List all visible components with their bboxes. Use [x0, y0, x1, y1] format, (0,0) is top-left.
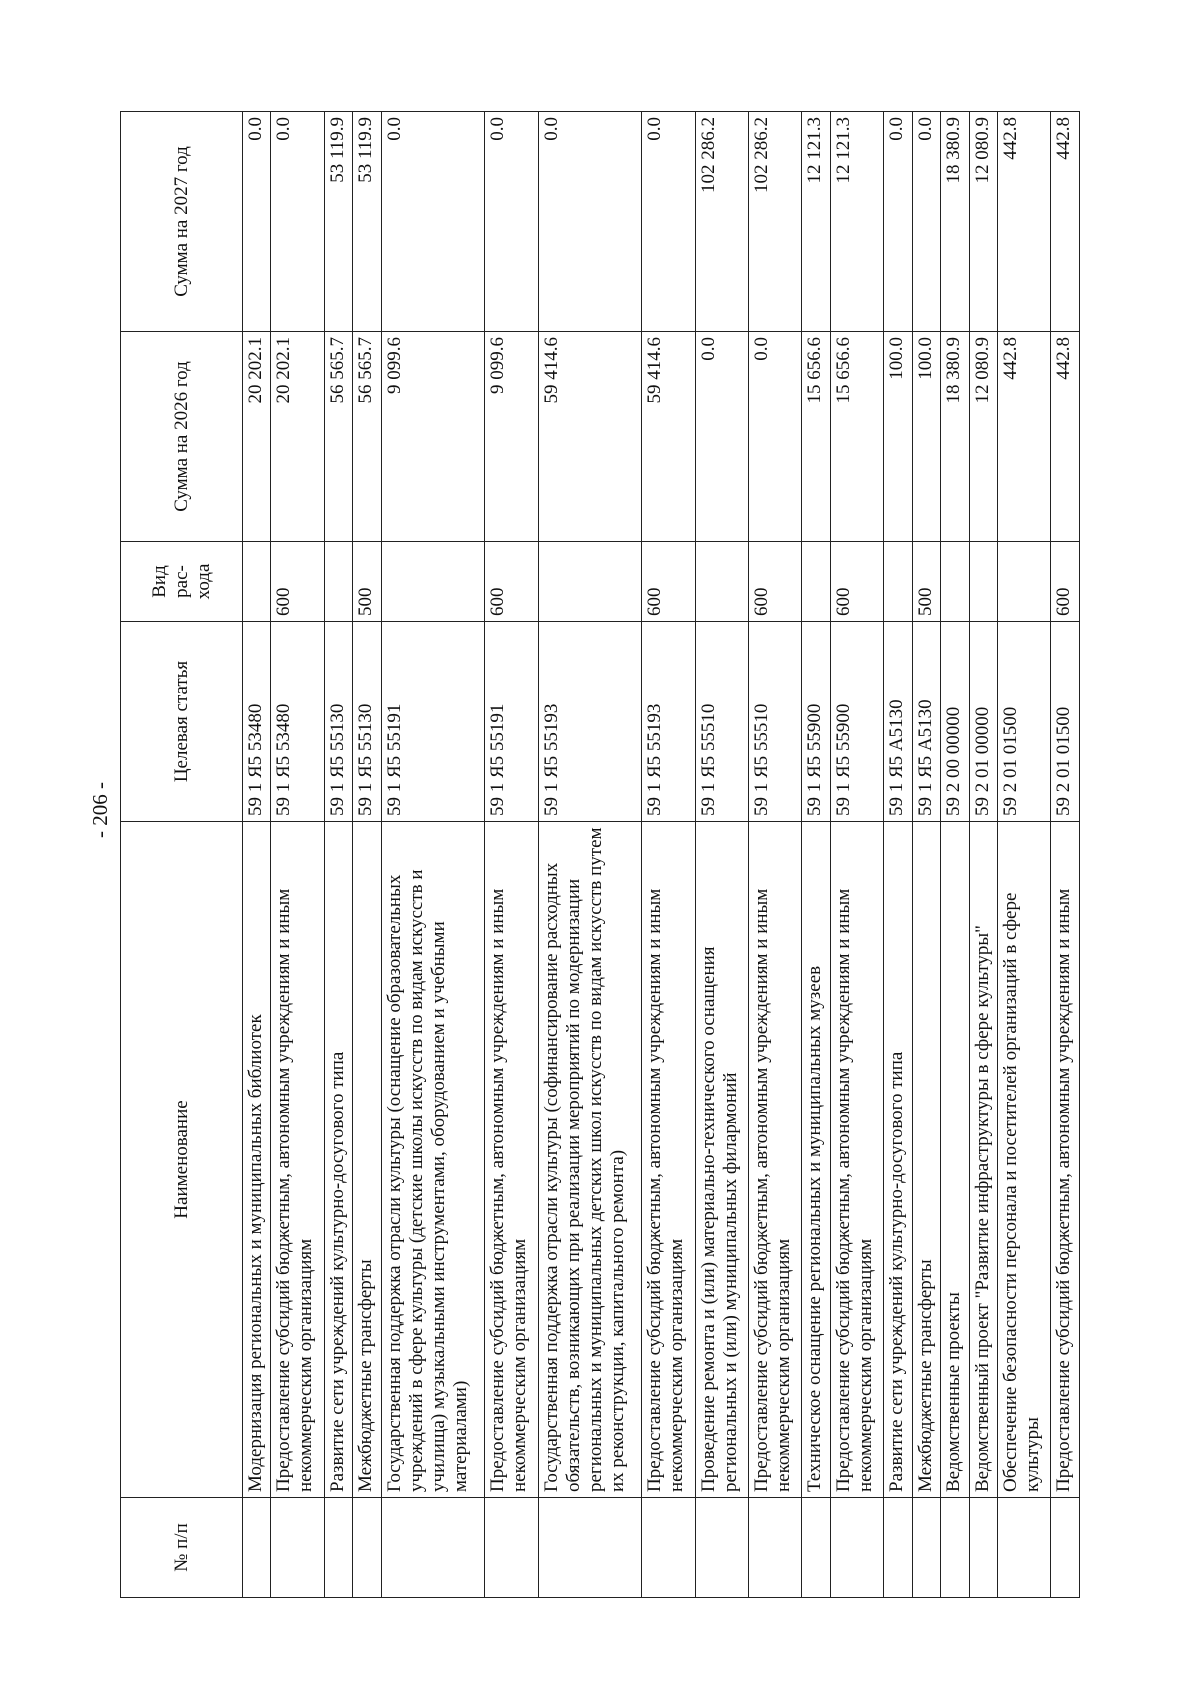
row-sum-2027: 12 080.9	[969, 112, 997, 332]
row-expense-type: 600	[642, 542, 695, 622]
row-expense-type: 500	[353, 542, 381, 622]
row-sum-2026: 20 202.1	[271, 332, 324, 542]
row-code: 59 1 Я5 55510	[695, 622, 748, 822]
row-code: 59 1 Я5 55191	[485, 622, 538, 822]
row-expense-type: 500	[912, 542, 940, 622]
row-sum-2027: 102 286.2	[695, 112, 748, 332]
table-row	[381, 112, 484, 1598]
row-num	[324, 1498, 352, 1598]
row-code: 59 1 Я5 55900	[830, 622, 883, 822]
table-row	[538, 112, 641, 1598]
row-name: Предоставление субсидий бюджетным, автономным учреждениям и иным некоммерческим организациям	[642, 822, 695, 1498]
row-code: 59 2 01 01500	[1051, 622, 1080, 822]
row-code: 59 1 Я5 А5130	[912, 622, 940, 822]
table-row	[695, 112, 748, 1598]
row-name: Техническое оснащение региональных и муниципальных музеев	[802, 822, 830, 1498]
row-name: Межбюджетные трансферты	[353, 822, 381, 1498]
row-name: Ведомственные проекты	[941, 822, 969, 1498]
row-num	[485, 1498, 538, 1598]
row-sum-2026: 100.0	[884, 332, 912, 542]
row-sum-2026: 20 202.1	[243, 332, 271, 542]
table-row	[912, 112, 940, 1598]
row-name: Развитие сети учреждений культурно-досугового типа	[884, 822, 912, 1498]
row-sum-2027: 0.0	[538, 112, 641, 332]
row-expense-type	[381, 542, 484, 622]
row-sum-2026: 12 080.9	[969, 332, 997, 542]
row-code: 59 1 Я5 55900	[802, 622, 830, 822]
row-code: 59 1 Я5 55191	[381, 622, 484, 822]
row-expense-type	[695, 542, 748, 622]
row-expense-type: 600	[485, 542, 538, 622]
row-sum-2027: 12 121.3	[830, 112, 883, 332]
table-row	[1051, 112, 1080, 1598]
row-sum-2027: 53 119.9	[353, 112, 381, 332]
header-num: № п/п	[121, 1498, 243, 1598]
header-code: Целевая статья	[121, 622, 243, 822]
row-sum-2027: 0.0	[485, 112, 538, 332]
row-num	[538, 1498, 641, 1598]
row-code: 59 1 Я5 53480	[243, 622, 271, 822]
row-sum-2027: 0.0	[912, 112, 940, 332]
table-row	[271, 112, 324, 1598]
row-num	[997, 1498, 1050, 1598]
table-row	[642, 112, 695, 1598]
row-sum-2026: 9 099.6	[485, 332, 538, 542]
row-name: Предоставление субсидий бюджетным, автономным учреждениям и иным	[1051, 822, 1080, 1498]
row-name: Государственная поддержка отрасли культуры (софинансирование расходных обязательств, возникающих при реализации мероприятий по модернизации региональных и муниципальных детских школ искусств по видам искусств путем их реконструкции, капитального ремонта)	[538, 822, 641, 1498]
header-sum-2026: Сумма на 2026 год	[121, 332, 243, 542]
row-expense-type	[538, 542, 641, 622]
table-row	[324, 112, 352, 1598]
header-type: Вид рас- хода	[121, 542, 243, 622]
row-num	[695, 1498, 748, 1598]
row-sum-2026: 0.0	[695, 332, 748, 542]
row-code: 59 2 01 01500	[997, 622, 1050, 822]
table-row	[884, 112, 912, 1598]
row-expense-type	[802, 542, 830, 622]
row-num	[884, 1498, 912, 1598]
row-sum-2027: 102 286.2	[748, 112, 801, 332]
row-name: Межбюджетные трансферты	[912, 822, 940, 1498]
rotated-table-wrapper	[120, 112, 1080, 1598]
row-code: 59 1 Я5 55510	[748, 622, 801, 822]
row-name: Обеспечение безопасности персонала и посетителей организаций в сфере культуры	[997, 822, 1050, 1498]
row-code: 59 1 Я5 55130	[324, 622, 352, 822]
budget-table	[120, 111, 1080, 1598]
row-num	[802, 1498, 830, 1598]
row-num	[748, 1498, 801, 1598]
page-number: - 206 -	[88, 782, 112, 838]
header-name: Наименование	[121, 822, 243, 1498]
row-name: Предоставление субсидий бюджетным, автономным учреждениям и иным некоммерческим организациям	[830, 822, 883, 1498]
table-row	[830, 112, 883, 1598]
row-code: 59 1 Я5 55193	[538, 622, 641, 822]
row-sum-2027: 0.0	[642, 112, 695, 332]
row-name: Проведение ремонта и (или) материально-технического оснащения региональных и (или) муниципальных филармоний	[695, 822, 748, 1498]
row-code: 59 1 Я5 55130	[353, 622, 381, 822]
row-sum-2027: 0.0	[243, 112, 271, 332]
row-expense-type	[997, 542, 1050, 622]
table-row	[748, 112, 801, 1598]
row-num	[912, 1498, 940, 1598]
table-row	[802, 112, 830, 1598]
row-num	[969, 1498, 997, 1598]
row-name: Предоставление субсидий бюджетным, автономным учреждениям и иным некоммерческим организациям	[748, 822, 801, 1498]
row-num	[381, 1498, 484, 1598]
row-sum-2027: 53 119.9	[324, 112, 352, 332]
row-sum-2027: 0.0	[884, 112, 912, 332]
row-expense-type	[884, 542, 912, 622]
row-num	[642, 1498, 695, 1598]
row-sum-2026: 56 565.7	[353, 332, 381, 542]
row-sum-2026: 56 565.7	[324, 332, 352, 542]
row-name: Ведомственный проект "Развитие инфраструктуры в сфере культуры"	[969, 822, 997, 1498]
table-row	[941, 112, 969, 1598]
row-expense-type: 600	[830, 542, 883, 622]
row-sum-2026: 18 380.9	[941, 332, 969, 542]
row-num	[941, 1498, 969, 1598]
row-name: Предоставление субсидий бюджетным, автономным учреждениям и иным некоммерческим организациям	[271, 822, 324, 1498]
row-name: Развитие сети учреждений культурно-досугового типа	[324, 822, 352, 1498]
row-sum-2027: 0.0	[381, 112, 484, 332]
row-sum-2026: 59 414.6	[642, 332, 695, 542]
row-sum-2026: 15 656.6	[830, 332, 883, 542]
table-row	[969, 112, 997, 1598]
row-num	[271, 1498, 324, 1598]
row-sum-2026: 100.0	[912, 332, 940, 542]
row-sum-2026: 9 099.6	[381, 332, 484, 542]
row-code: 59 1 Я5 А5130	[884, 622, 912, 822]
row-sum-2026: 59 414.6	[538, 332, 641, 542]
row-name: Модернизация региональных и муниципальных библиотек	[243, 822, 271, 1498]
header-sum-2027: Сумма на 2027 год	[121, 112, 243, 332]
row-num	[353, 1498, 381, 1598]
row-expense-type	[941, 542, 969, 622]
table-row	[997, 112, 1050, 1598]
row-expense-type: 600	[748, 542, 801, 622]
row-name: Государственная поддержка отрасли культуры (оснащение образовательных учреждений в сфере культуры (детские школы искусств по видам искусств и училища) музыкальными инструментами, оборудованием и учебными материалами)	[381, 822, 484, 1498]
table-row	[243, 112, 271, 1598]
table-body	[243, 112, 1080, 1598]
row-code: 59 1 Я5 53480	[271, 622, 324, 822]
row-sum-2026: 442.8	[1051, 332, 1080, 542]
row-num	[243, 1498, 271, 1598]
row-sum-2027: 442.8	[1051, 112, 1080, 332]
row-expense-type: 600	[1051, 542, 1080, 622]
row-sum-2027: 442.8	[997, 112, 1050, 332]
table-row	[485, 112, 538, 1598]
row-expense-type	[324, 542, 352, 622]
row-expense-type	[243, 542, 271, 622]
row-code: 59 2 01 00000	[969, 622, 997, 822]
row-num	[830, 1498, 883, 1598]
row-sum-2026: 0.0	[748, 332, 801, 542]
row-sum-2027: 12 121.3	[802, 112, 830, 332]
row-sum-2027: 0.0	[271, 112, 324, 332]
row-expense-type	[969, 542, 997, 622]
table-row	[353, 112, 381, 1598]
row-sum-2027: 18 380.9	[941, 112, 969, 332]
row-num	[1051, 1498, 1080, 1598]
row-name: Предоставление субсидий бюджетным, автономным учреждениям и иным некоммерческим организациям	[485, 822, 538, 1498]
row-expense-type: 600	[271, 542, 324, 622]
table-header-row	[121, 112, 243, 1598]
row-sum-2026: 442.8	[997, 332, 1050, 542]
row-sum-2026: 15 656.6	[802, 332, 830, 542]
row-code: 59 2 00 00000	[941, 622, 969, 822]
row-code: 59 1 Я5 55193	[642, 622, 695, 822]
